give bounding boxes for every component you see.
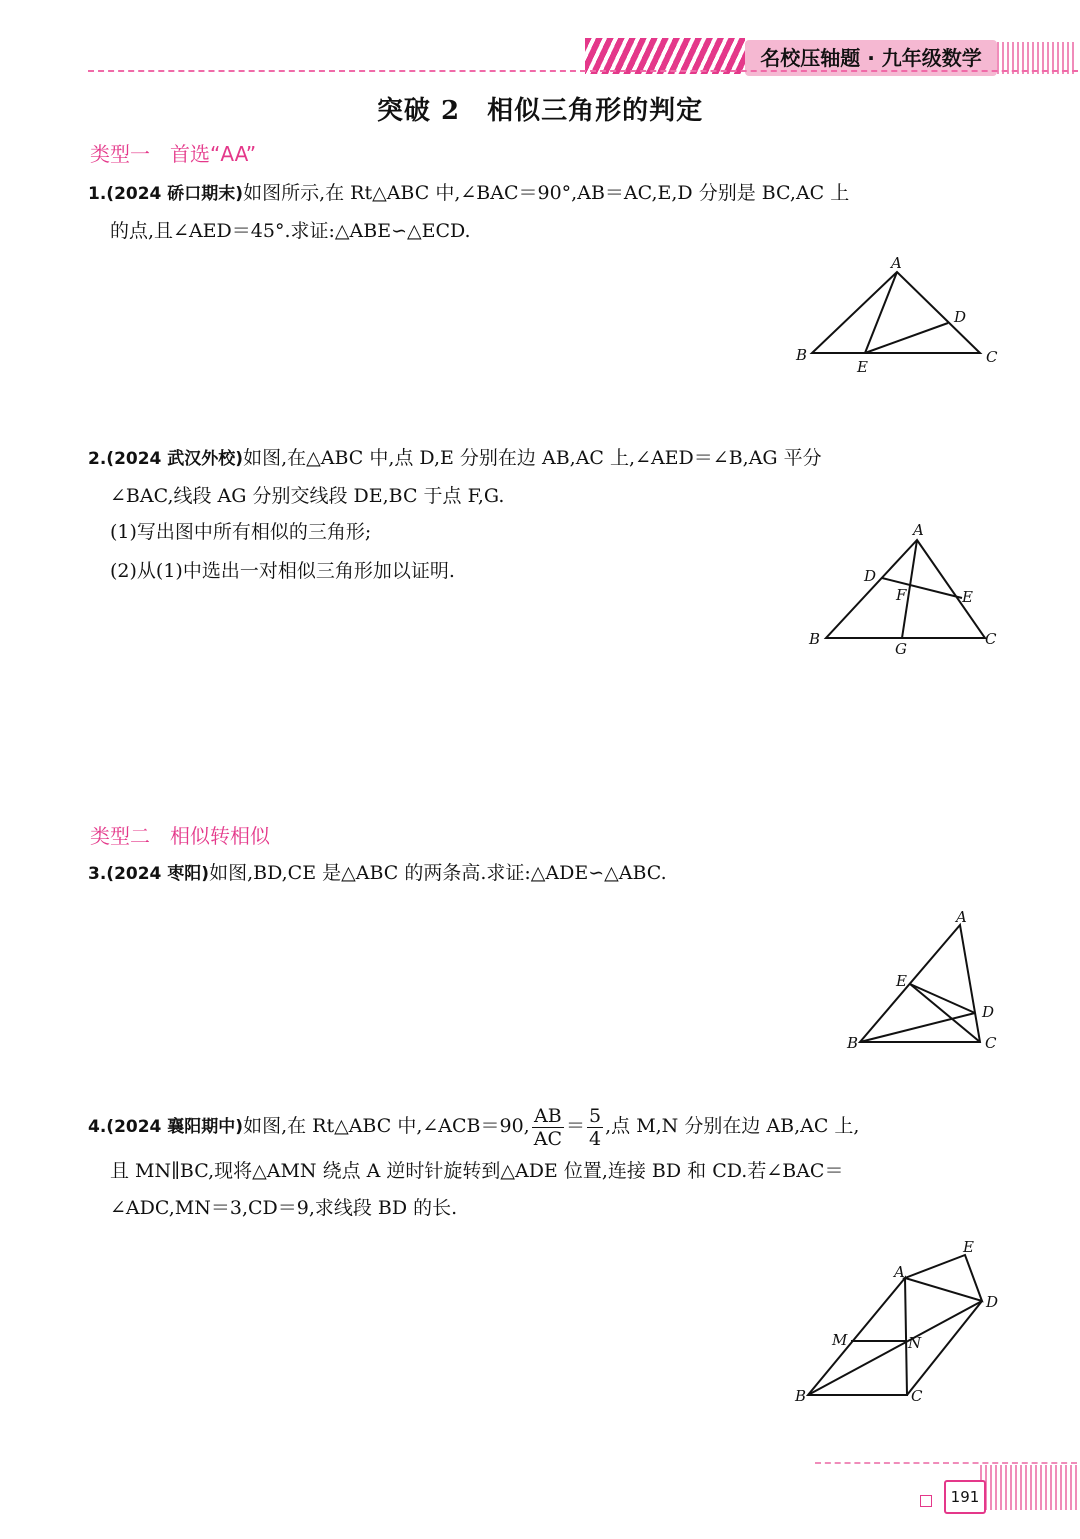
fig2-label-g: G [895,640,907,658]
section-title-2: 类型二 相似转相似 [90,824,270,848]
q1-number: 1. [88,184,107,204]
q2-line2: ∠BAC,线段 AG 分别交线段 DE,BC 于点 F,G. [110,485,505,507]
fig2-label-e: E [962,588,973,606]
q4-number: 4. [88,1117,107,1137]
q3-source: (2024 枣阳) [106,864,210,884]
fig1-label-a: A [891,254,902,272]
fig1-segment-ae [865,272,897,353]
fig1-segment-ed [865,323,948,353]
fig4-label-m: M [832,1331,848,1349]
fig2-label-a: A [913,521,924,539]
series-title: 名校压轴题 · 九年级数学 [745,40,997,76]
question-3 [88,855,1000,893]
header-divider [88,70,1078,72]
question-2 [88,440,1000,515]
q2-part2: (2)从(1)中选出一对相似三角形加以证明. [110,560,455,582]
fig1-label-c: C [986,348,998,366]
fig4-triangle-ade [905,1255,982,1301]
fig1-label-b: B [796,346,808,364]
fig3-triangle-abc [860,925,980,1042]
q4-frac2-denominator: 4 [589,1127,602,1150]
section-title-1: 类型一 首选“AA” [90,142,257,166]
fig3-label-b: B [847,1034,859,1052]
q4-fraction-5-4 [587,1105,603,1150]
q4-frac1-denominator: AC [533,1127,562,1150]
question-1 [88,175,1000,250]
question-4 [88,1100,1000,1227]
q4-line1b: ,点 M,N 分别在边 AB,AC 上, [605,1115,860,1137]
q2-number: 2. [88,449,107,469]
fig3-label-c: C [985,1034,997,1052]
fig4-triangle-abc [808,1278,907,1395]
fig4-label-a: A [894,1263,905,1281]
q4-fraction-ab-ac [532,1105,564,1150]
q4-source: (2024 襄阳期中) [106,1117,244,1137]
q4-line2: 且 MN∥BC,现将△AMN 绕点 A 逆时针旋转到△ADE 位置,连接 BD 和 CD.若∠BAC＝ [110,1160,844,1182]
q1-line2: 的点,且∠AED＝45°.求证:△ABE∽△ECD. [110,220,471,242]
fig2-label-c: C [985,630,997,648]
q2-part1: (1)写出图中所有相似的三角形; [110,521,372,543]
page-number: 191 [944,1480,986,1514]
fig4-label-e: E [963,1238,974,1256]
q4-frac2-numerator: 5 [589,1104,602,1127]
fig2-label-d: D [864,567,877,585]
q3-number: 3. [88,864,107,884]
q2-source: (2024 武汉外校) [106,449,244,469]
fig3-label-a: A [956,908,967,926]
fig1-label-d: D [954,308,967,326]
header-stripes [585,38,745,74]
footer-square [920,1495,932,1507]
fig4-label-d: D [986,1293,999,1311]
fig3-label-e: E [896,972,907,990]
q4-line3: ∠ADC,MN＝3,CD＝9,求线段 BD 的长. [110,1197,458,1219]
fig3-label-d: D [982,1003,995,1021]
fig4-label-n: N [908,1334,922,1352]
fig3-segment-bd [860,1013,975,1042]
fig3-segment-ed [910,984,975,1013]
figure-3 [840,905,1010,1055]
footer-stripes [980,1465,1078,1510]
fig2-label-f: F [896,586,907,604]
q4-equals: ＝ [566,1115,586,1137]
fig4-label-b: B [795,1387,807,1405]
q4-line1a: 如图,在 Rt△ABC 中,∠ACB＝90, [243,1115,530,1137]
q1-line1: 如图所示,在 Rt△ABC 中,∠BAC＝90°,AB＝AC,E,D 分别是 BC,AC 上 [243,182,850,204]
fig3-segment-ce [910,984,980,1042]
footer-divider [815,1462,1077,1464]
q1-source: (2024 硚口期末) [106,184,244,204]
figure-2 [800,518,1010,663]
q3-line1: 如图,BD,CE 是△ABC 的两条高.求证:△ADE∽△ABC. [209,862,667,884]
figure-4 [790,1235,1010,1410]
q4-frac1-numerator: AB [532,1105,564,1128]
fig1-label-e: E [857,358,868,376]
fig2-label-b: B [809,630,821,648]
q2-line1: 如图,在△ABC 中,点 D,E 分别在边 AB,AC 上,∠AED＝∠B,AG 平分 [243,447,822,469]
page-title: 突破 2 相似三角形的判定 [376,96,704,126]
fig4-label-c: C [911,1387,923,1405]
figure-1 [790,250,1010,380]
